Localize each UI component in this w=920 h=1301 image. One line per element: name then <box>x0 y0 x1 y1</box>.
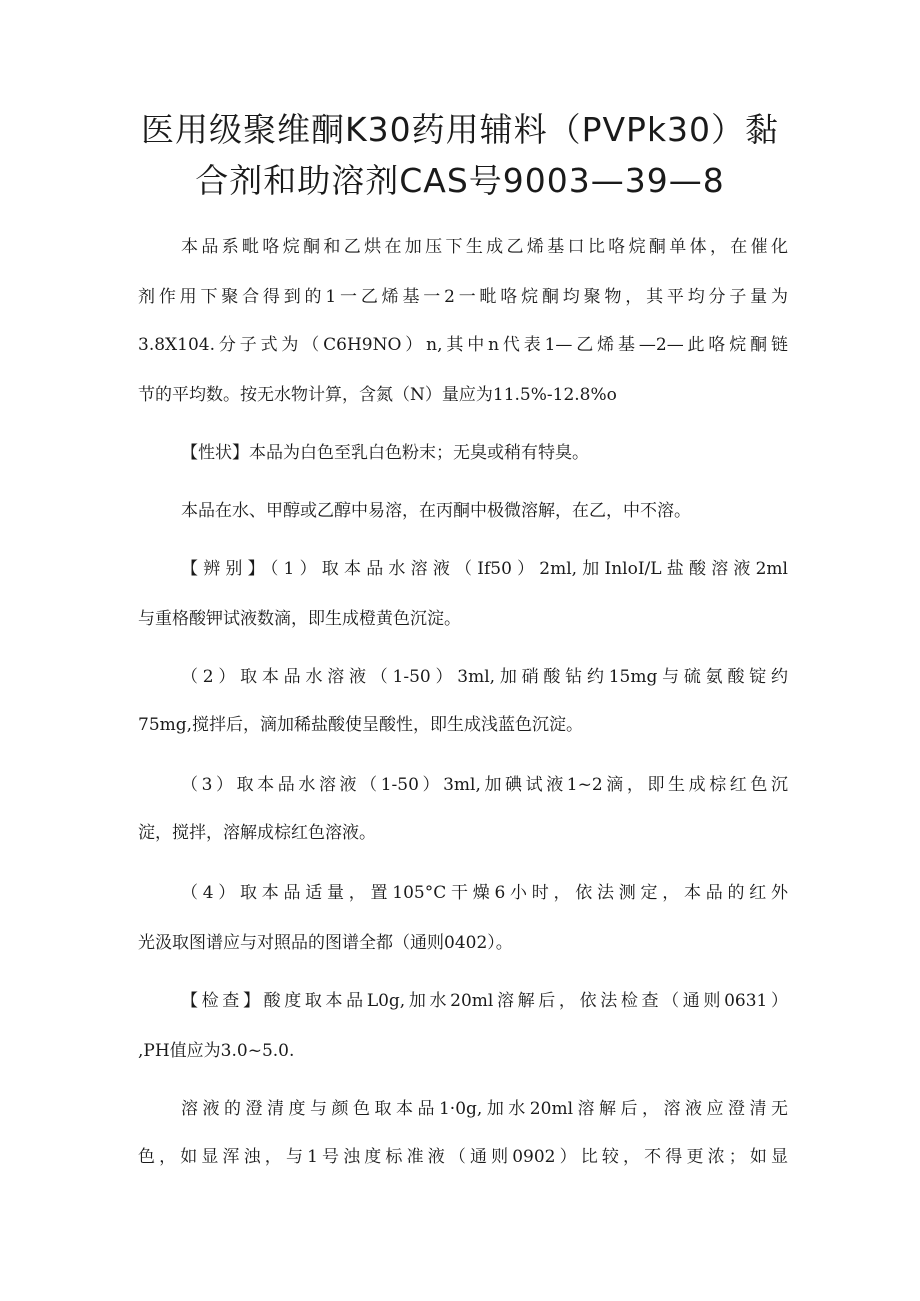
document-title-line-1: 医用级聚维酮K30药用辅料（PVPk30）黏 <box>140 110 780 149</box>
ident-2-line-1: （2）取本品水溶液（1-50）3ml,加硝酸钻约15mg与硫氨酸锭约 <box>181 667 788 687</box>
intro-line-3: 3.8X104.分子式为（C6H9NO）n,其中n代表1—乙烯基—2—此咯烷酮链 <box>138 335 788 355</box>
ident-2-line-2: 75mg,搅拌后，滴加稀盐酸使呈酸性，即生成浅蓝色沉淀。 <box>138 715 584 735</box>
intro-line-4: 节的平均数。按无水物计算，含氮（N）量应为11.5%-12.8%o <box>138 385 617 405</box>
document-title-line-2: 合剂和助溶剂CAS号9003—39—8 <box>195 161 725 200</box>
properties-paragraph: 【性状】本品为白色至乳白色粉末；无臭或稍有特臭。 <box>181 443 589 463</box>
clarity-line-2: 色，如显浑浊，与1号浊度标准液（通则0902）比较，不得更浓；如显 <box>138 1147 788 1167</box>
inspection-line-2: ,PH值应为3.0~5.0. <box>138 1041 295 1061</box>
intro-line-2: 剂作用下聚合得到的1一乙烯基一2一毗咯烷酮均聚物，其平均分子量为 <box>138 287 788 307</box>
inspection-line-1: 【检查】酸度取本品L0g,加水20ml溶解后，依法检查（通则0631） <box>181 991 788 1011</box>
ident-4-line-2: 光汲取图谱应与对照品的图谱全都（通则0402）。 <box>138 933 513 953</box>
ident-3-line-1: （3）取本品水溶液（1-50）3ml,加碘试液1~2滴，即生成棕红色沉 <box>181 775 788 795</box>
identification-line-1: 【辨别】（1）取本品水溶液（If50）2ml,加InloI/L盐酸溶液2ml <box>181 559 788 579</box>
ident-3-line-2: 淀，搅拌，溶解成棕红色溶液。 <box>138 823 376 843</box>
intro-line-1: 本品系毗咯烷酮和乙烘在加压下生成乙烯基口比咯烷酮单体，在催化 <box>181 237 788 257</box>
identification-line-2: 与重格酸钾试液数滴，即生成橙黄色沉淀。 <box>138 609 461 629</box>
clarity-line-1: 溶液的澄清度与颜色取本品1·0g,加水20ml溶解后，溶液应澄清无 <box>181 1099 788 1119</box>
ident-4-line-1: （4）取本品适量，置105°C干燥6小时，依法测定，本品的红外 <box>181 883 788 903</box>
solubility-paragraph: 本品在水、甲醇或乙醇中易溶，在丙酮中极微溶解，在乙，中不溶。 <box>181 501 691 521</box>
